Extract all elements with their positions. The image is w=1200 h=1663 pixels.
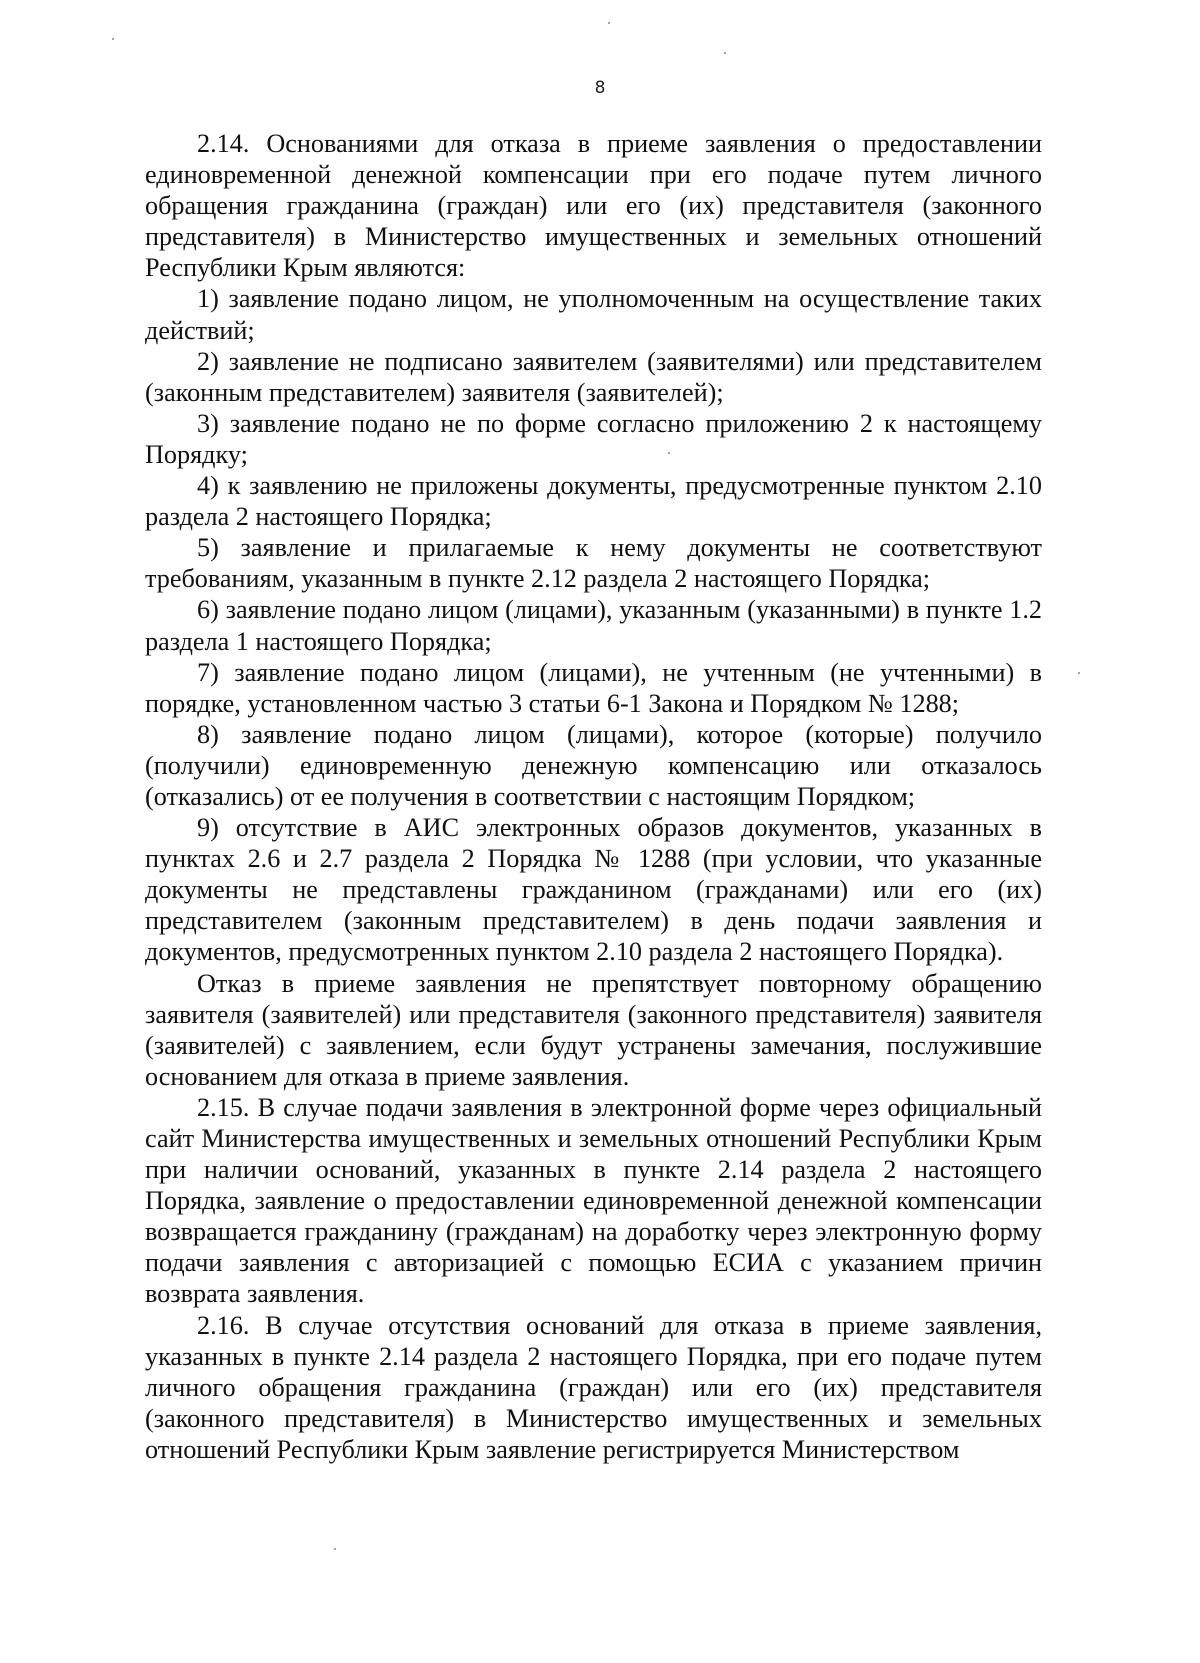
- document-body: [145, 128, 1042, 1465]
- refusal-note-paragraph: Отказ в приеме заявления не препятствует повторному обращению заявителя (заявителей) или представителя (законного представителя) заявителя (заявителей) с заявлением, если будут устранены замечания, послужившие основанием для отказа в приеме заявления.: [145, 968, 1042, 1091]
- list-item-1: 1) заявление подано лицом, не уполномоченным на осуществление таких действий;: [145, 284, 1042, 345]
- scan-speck: [112, 38, 114, 40]
- scan-speck: [724, 52, 726, 54]
- list-item-7: 7) заявление подано лицом (лицами), не учтенным (не учтенными) в порядке, установленном частью 3 статьи 6-1 Закона и Порядком № 1288;: [145, 657, 1042, 718]
- scan-speck: [668, 452, 670, 454]
- list-item-6: 6) заявление подано лицом (лицами), указанным (указанными) в пункте 1.2 раздела 1 настоящего Порядка;: [145, 595, 1042, 656]
- paragraph-2-14: 2.14. Основаниями для отказа в приеме заявления о предоставлении единовременной денежной компенсации при его подаче путем личного обращения гражданина (граждан) или его (их) представителя (законного представителя) в Министерство имущественных и земельных отношений Республики Крым являются:: [145, 129, 1042, 283]
- list-item-3: 3) заявление подано не по форме согласно приложению 2 к настоящему Порядку;: [145, 408, 1042, 469]
- list-item-9: 9) отсутствие в АИС электронных образов документов, указанных в пунктах 2.6 и 2.7 раздела 2 Порядка № 1288 (при условии, что указанные документы не представлены гражданином (гражданами) или его (их) представителем (законным представителем) в день подачи заявления и документов, предусмотренных пунктом 2.10 раздела 2 настоящего Порядка).: [145, 813, 1042, 967]
- list-item-8: 8) заявление подано лицом (лицами), которое (которые) получило (получили) единовременную денежную компенсацию или отказалось (отказались) от ее получения в соответствии с настоящим Порядком;: [145, 719, 1042, 811]
- paragraph-2-16: 2.16. В случае отсутствия оснований для отказа в приеме заявления, указанных в пункте 2.14 раздела 2 настоящего Порядка, при его подаче путем личного обращения гражданина (граждан) или его (их) представителя (законного представителя) в Министерство имущественных и земельных отношений Республики Крым заявление регистрируется Министерством: [145, 1310, 1042, 1464]
- paragraph-2-15: 2.15. В случае подачи заявления в электронной форме через официальный сайт Министерства имущественных и земельных отношений Республики Крым при наличии оснований, указанных в пункте 2.14 раздела 2 настоящего Порядка, заявление о предоставлении единовременной денежной компенсации возвращается гражданину (гражданам) на доработку через электронную форму подачи заявления с авторизацией с помощью ЕСИА с указанием причин возврата заявления.: [145, 1092, 1042, 1309]
- scan-speck: [608, 22, 610, 24]
- scan-speck: [1078, 672, 1080, 674]
- list-item-2: 2) заявление не подписано заявителем (заявителями) или представителем (законным представителем) заявителя (заявителей);: [145, 346, 1042, 407]
- list-item-4: 4) к заявлению не приложены документы, предусмотренные пунктом 2.10 раздела 2 настоящего Порядка;: [145, 471, 1042, 532]
- page-number: 8: [594, 78, 606, 98]
- scan-speck: [334, 1548, 336, 1550]
- list-item-5: 5) заявление и прилагаемые к нему документы не соответствуют требованиям, указанным в пункте 2.12 раздела 2 настоящего Порядка;: [145, 533, 1042, 594]
